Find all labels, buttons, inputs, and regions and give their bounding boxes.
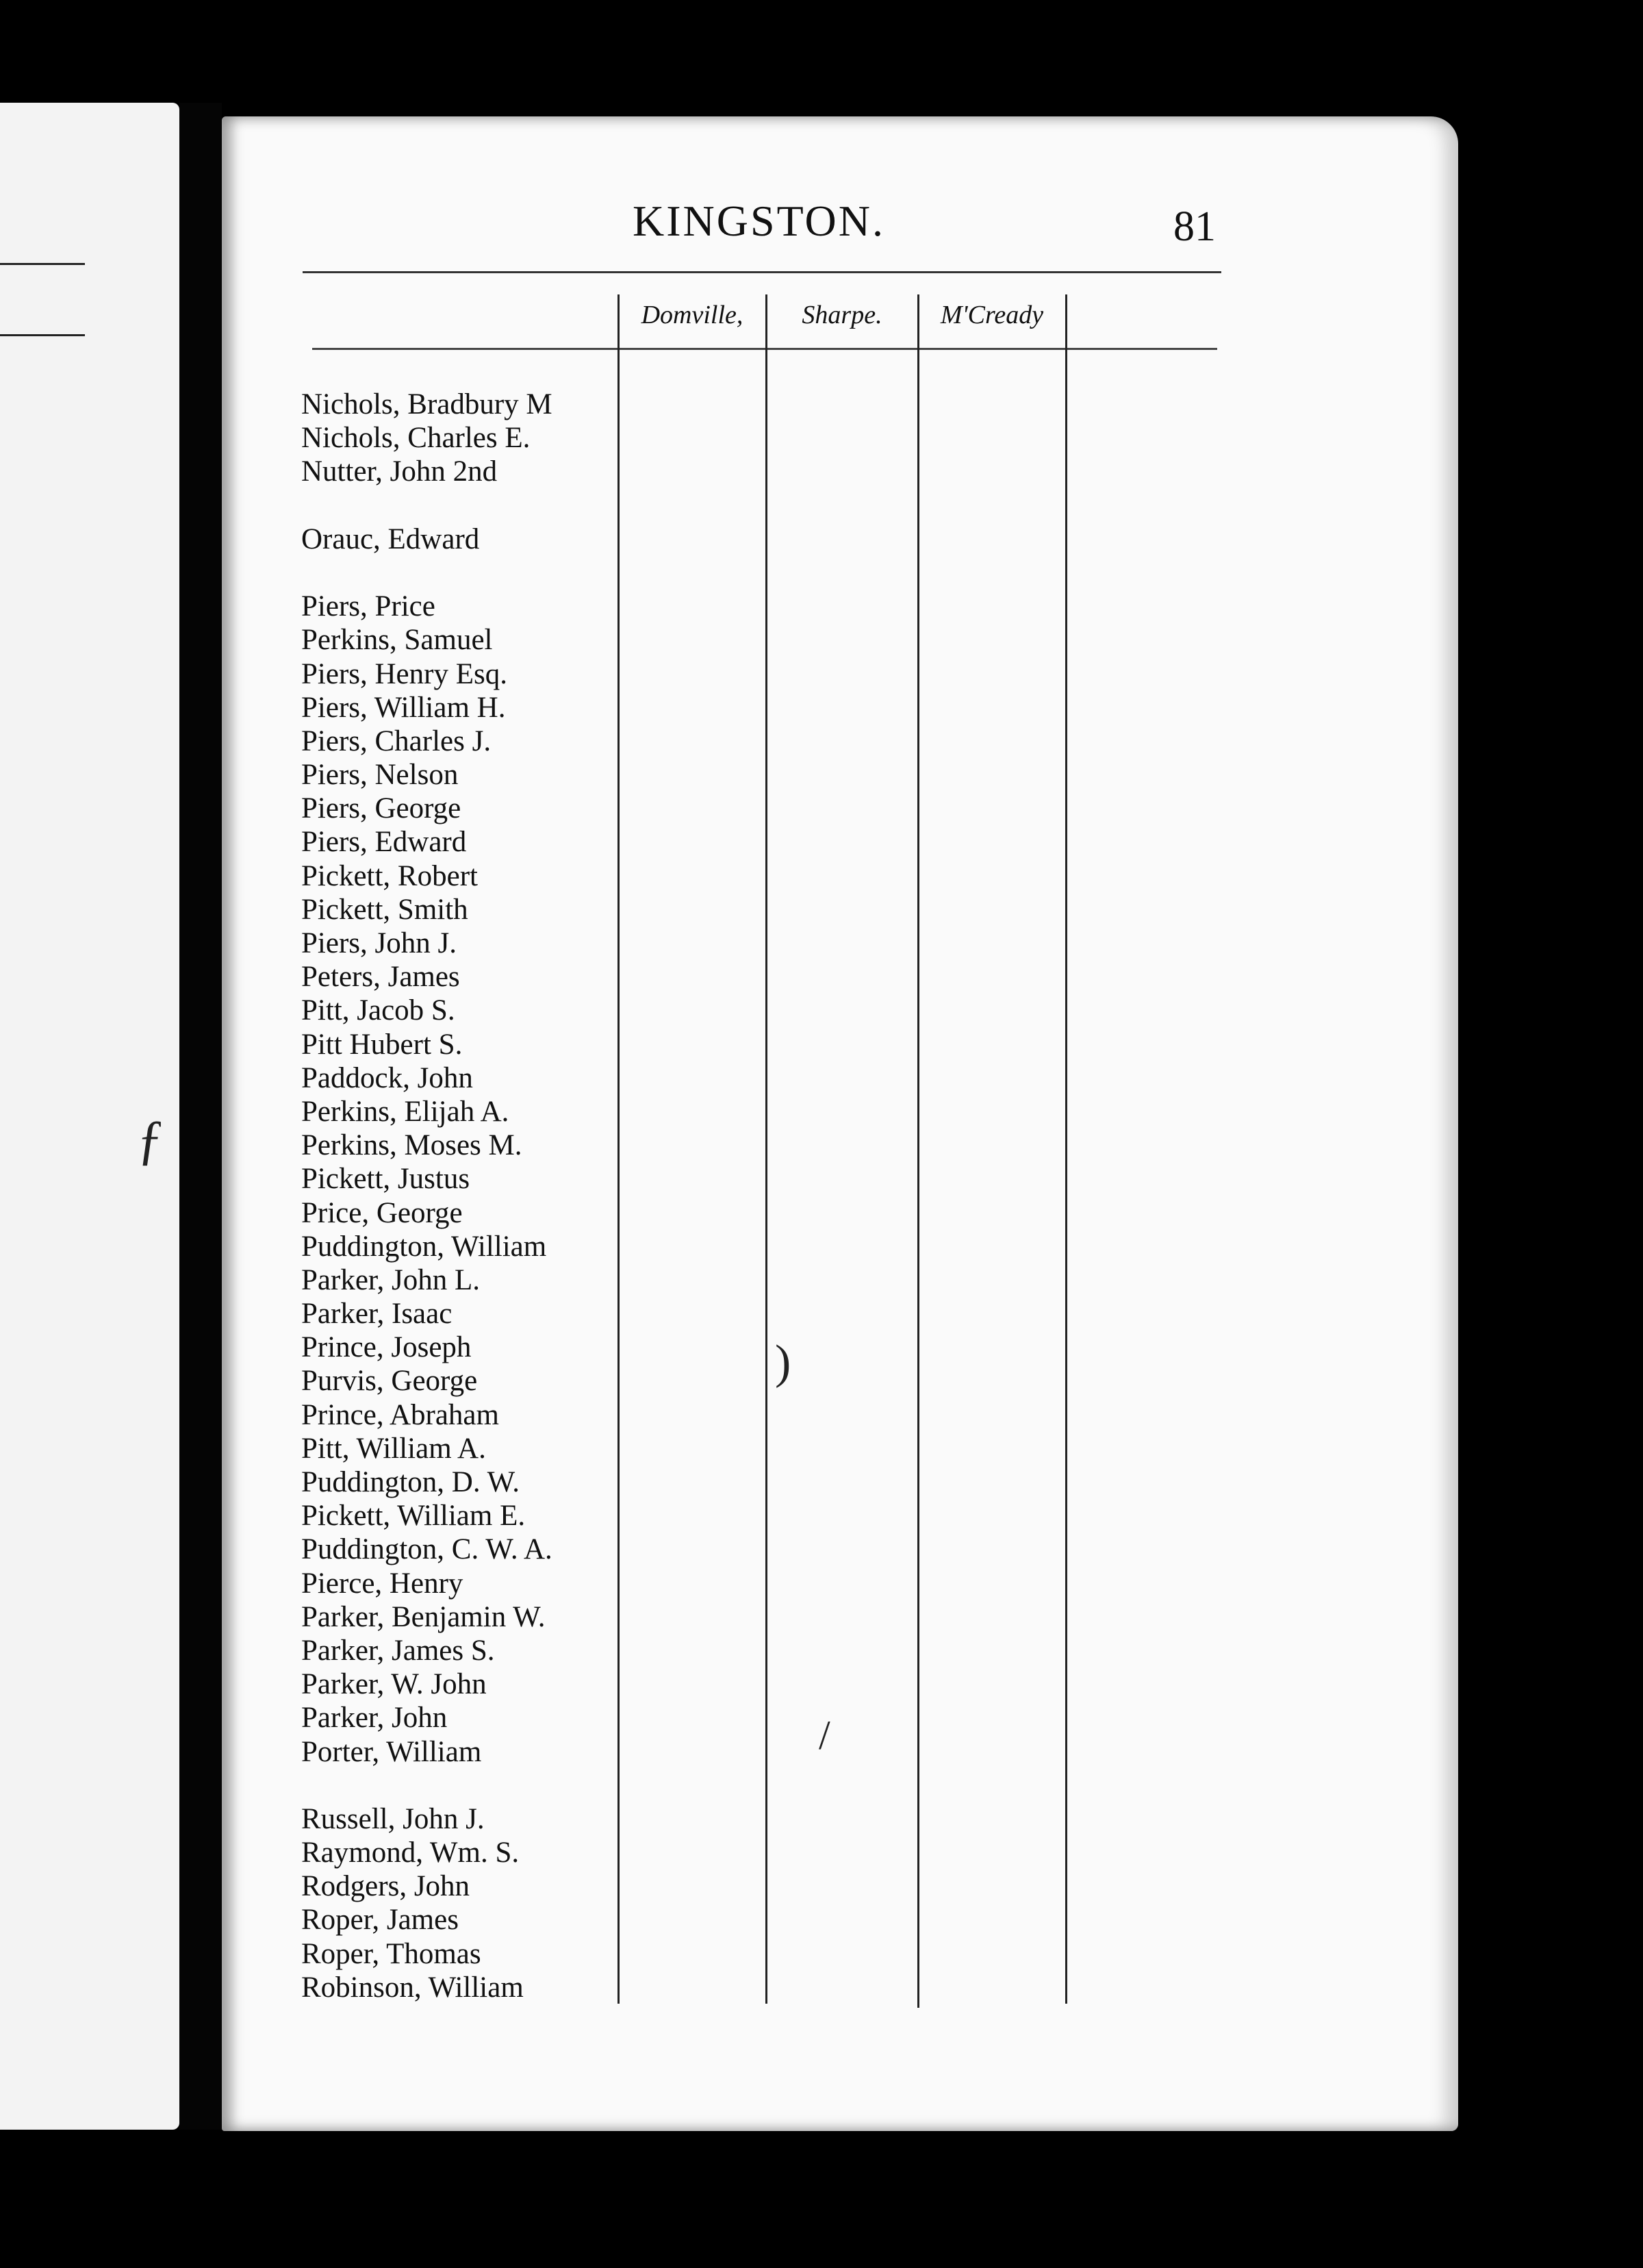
- voter-name: Perkins, Elijah A.: [301, 1095, 509, 1128]
- voter-name: Pickett, Robert: [301, 859, 478, 892]
- voter-name: Puddington, William: [301, 1230, 547, 1263]
- voter-name: Nichols, Charles E.: [301, 422, 531, 455]
- handwritten-stray-mark: ƒ: [137, 1110, 164, 1170]
- voter-name: Piers, Price: [301, 590, 435, 623]
- column-header-sharpe: Sharpe.: [802, 301, 882, 329]
- voter-name: Orauc, Edward: [301, 522, 480, 555]
- voter-name: Raymond, Wm. S.: [301, 1837, 520, 1869]
- voter-name: Pickett, Smith: [301, 893, 468, 926]
- column-head-rule: [312, 348, 1217, 350]
- column-rule: [917, 294, 919, 2008]
- voter-name: Perkins, Samuel: [301, 624, 493, 657]
- voter-name: Peters, James: [301, 961, 460, 994]
- left-page-rule: [0, 334, 85, 336]
- voter-name: Puddington, C. W. A.: [301, 1533, 552, 1566]
- page-title: KINGSTON.: [633, 197, 885, 245]
- voter-name: Parker, John: [301, 1702, 448, 1735]
- page-number: 81: [1173, 203, 1216, 250]
- voter-name: Piers, Edward: [301, 826, 467, 859]
- voter-name: Parker, John L.: [301, 1263, 481, 1296]
- voter-name: Pickett, Justus: [301, 1163, 470, 1196]
- group-spacer: [301, 556, 616, 590]
- column-header-domville: Domville,: [641, 301, 743, 329]
- book-gutter: [179, 103, 222, 2130]
- voter-name: Roper, Thomas: [301, 1937, 481, 1970]
- voter-name: Puddington, D. W.: [301, 1466, 520, 1498]
- voter-name: Russell, John J.: [301, 1802, 485, 1835]
- voter-name: Prince, Joseph: [301, 1331, 472, 1364]
- voter-name: Piers, Henry Esq.: [301, 657, 507, 690]
- left-page-rule: [0, 263, 85, 265]
- column-header-mccready: M'Cready: [940, 301, 1044, 329]
- column-rule: [765, 294, 767, 2004]
- header-rule: [303, 271, 1221, 273]
- voter-name: Price, George: [301, 1196, 463, 1229]
- handwritten-vote-mark: /: [819, 1713, 830, 1758]
- voter-name: Parker, Benjamin W.: [301, 1600, 546, 1633]
- voter-name: Piers, Charles J.: [301, 724, 492, 757]
- voter-name: Piers, Nelson: [301, 759, 459, 792]
- group-spacer: [301, 1769, 616, 1802]
- voter-name: Piers, William H.: [301, 691, 506, 724]
- voter-name: Pitt, Jacob S.: [301, 994, 455, 1027]
- voter-name: Nichols, Bradbury M: [301, 388, 552, 420]
- voter-name: Pitt, William A.: [301, 1432, 486, 1465]
- voter-name: Roper, James: [301, 1904, 459, 1937]
- group-spacer: [301, 489, 616, 522]
- voter-name: Porter, William: [301, 1735, 482, 1768]
- column-rule: [1065, 294, 1067, 2004]
- voter-name: Prince, Abraham: [301, 1398, 499, 1431]
- voter-name: Purvis, George: [301, 1365, 478, 1398]
- voter-name: Parker, James S.: [301, 1634, 495, 1667]
- voter-name-list: [301, 388, 616, 2004]
- voter-name: Rodgers, John: [301, 1870, 470, 1903]
- voter-name: Piers, John J.: [301, 927, 457, 959]
- voter-name: Nutter, John 2nd: [301, 455, 498, 488]
- voter-name: Parker, W. John: [301, 1668, 487, 1701]
- voter-name: Pickett, William E.: [301, 1500, 526, 1533]
- handwritten-vote-mark: ): [775, 1336, 791, 1389]
- voter-name: Pierce, Henry: [301, 1567, 463, 1600]
- voter-name: Paddock, John: [301, 1061, 473, 1094]
- voter-name: Perkins, Moses M.: [301, 1129, 522, 1162]
- voter-name: Robinson, William: [301, 1971, 524, 2004]
- voter-name: Pitt Hubert S.: [301, 1028, 463, 1061]
- column-rule: [617, 294, 620, 2004]
- voter-name: Parker, Isaac: [301, 1298, 453, 1331]
- voter-name: Piers, George: [301, 792, 461, 825]
